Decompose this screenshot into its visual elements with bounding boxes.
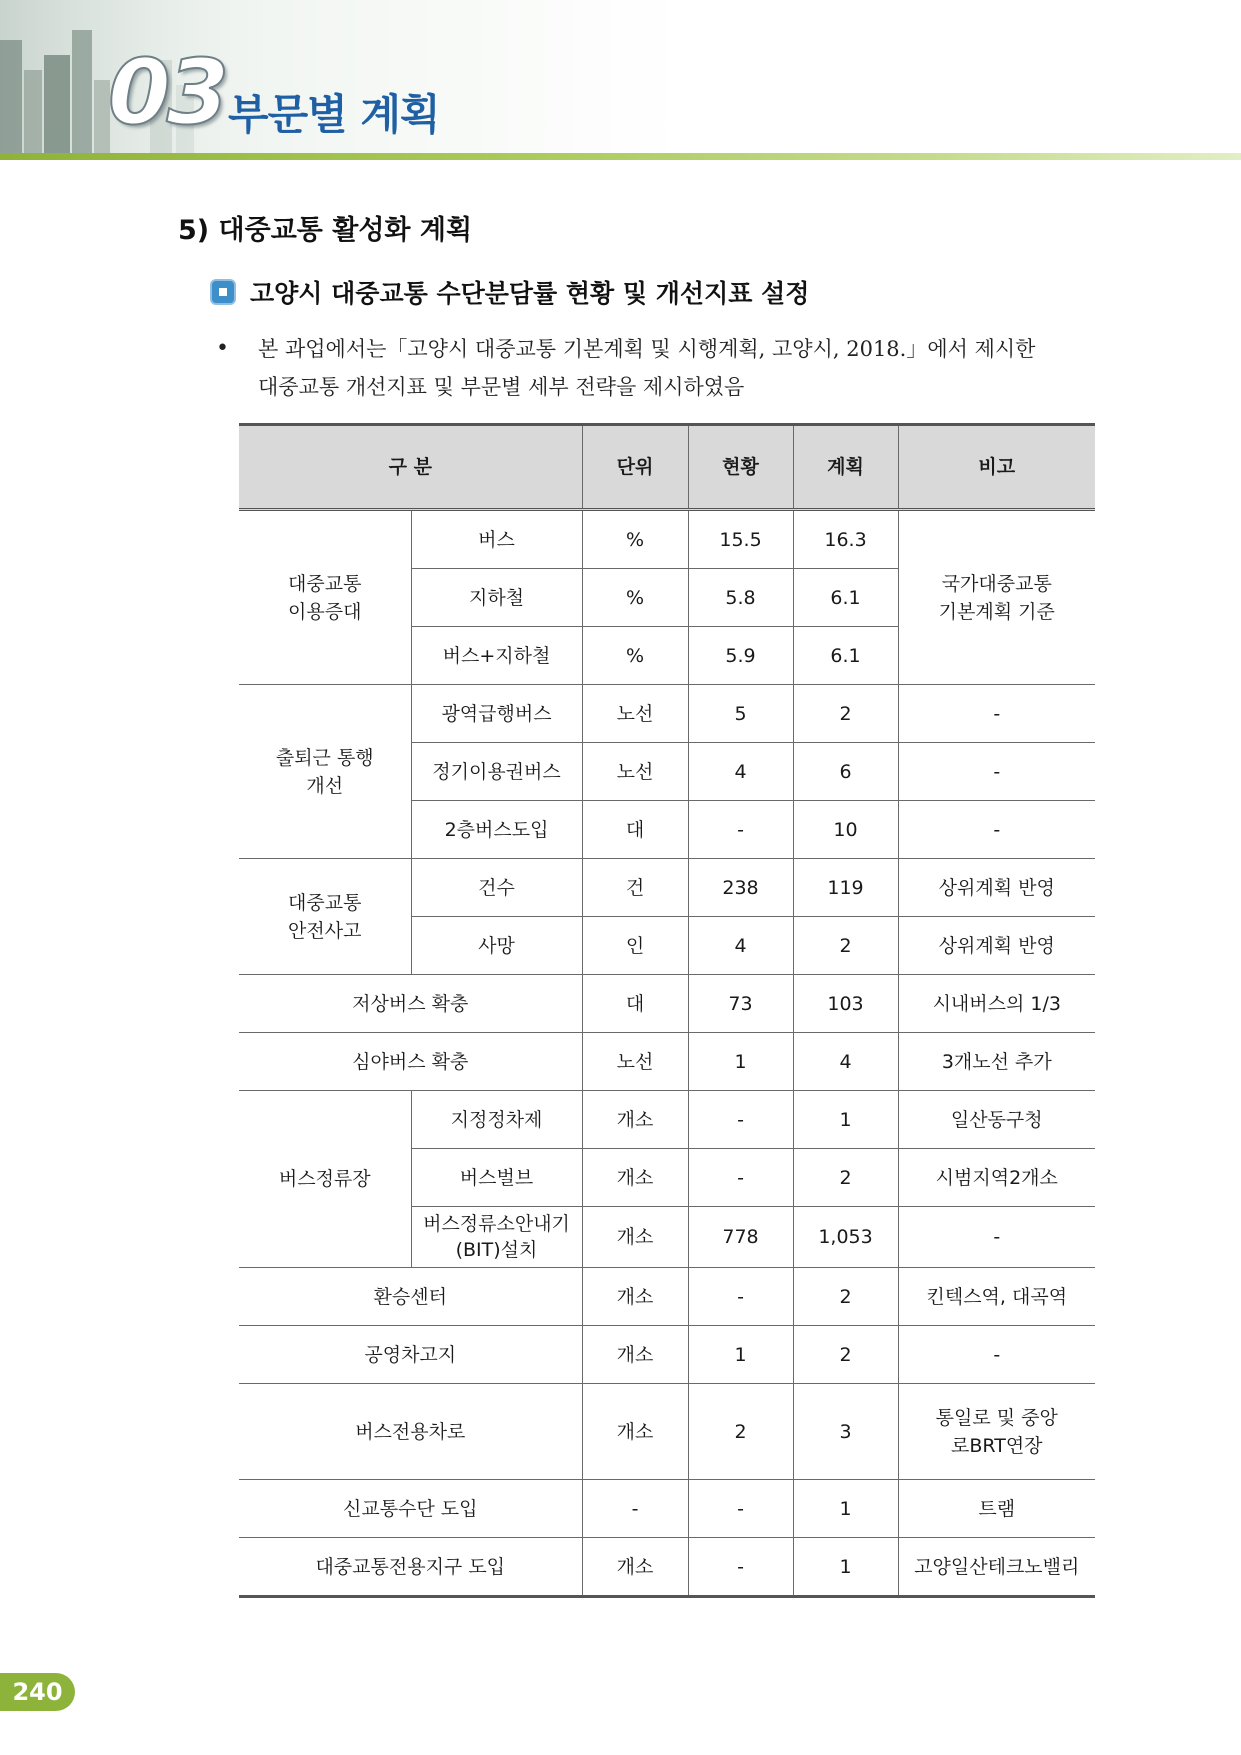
plan-cell: 1,053: [793, 1207, 898, 1268]
unit-cell: 건: [582, 859, 688, 917]
label-cell: 버스전용차로: [239, 1384, 582, 1480]
plan-cell: 1: [793, 1538, 898, 1597]
table-row: [239, 1384, 1095, 1480]
table-row: [239, 859, 1095, 917]
label-cell: 심야버스 확충: [239, 1033, 582, 1091]
chapter-banner: [0, 0, 1241, 165]
sub-cell: 정기이용권버스: [411, 743, 582, 801]
header-unit: 단위: [582, 425, 688, 510]
current-cell: 238: [688, 859, 793, 917]
note-cell: 일산동구청: [898, 1091, 1095, 1149]
note-cell: -: [898, 801, 1095, 859]
bullet-line-1: 본 과업에서는「고양시 대중교통 기본계획 및 시행계획, 고양시, 2018.」에서 제시한: [258, 337, 1036, 361]
unit-cell: %: [582, 569, 688, 627]
note-cell: 상위계획 반영: [898, 917, 1095, 975]
current-cell: 778: [688, 1207, 793, 1268]
transit-indicator-table: [239, 423, 1095, 1598]
table-header-row: [239, 425, 1095, 510]
current-cell: 1: [688, 1033, 793, 1091]
chapter-number: 03: [108, 40, 226, 145]
unit-cell: 개소: [582, 1207, 688, 1268]
current-cell: 4: [688, 743, 793, 801]
current-cell: 5: [688, 685, 793, 743]
sub-cell: 지정정차제: [411, 1091, 582, 1149]
label-cell: 대중교통전용지구 도입: [239, 1538, 582, 1597]
subsection-title: 고양시 대중교통 수단분담률 현황 및 개선지표 설정: [250, 279, 810, 308]
group-label: 대중교통 이용증대: [288, 572, 362, 623]
current-cell: 2: [688, 1384, 793, 1480]
plan-cell: 1: [793, 1091, 898, 1149]
note-cell: -: [898, 685, 1095, 743]
sub-cell: 2층버스도입: [411, 801, 582, 859]
table-row: [239, 1538, 1095, 1597]
current-cell: -: [688, 801, 793, 859]
group-cell: [239, 859, 411, 975]
note-cell: [898, 510, 1095, 685]
group-cell: [239, 685, 411, 859]
current-cell: 15.5: [688, 510, 793, 569]
table-row: [239, 1480, 1095, 1538]
note-cell: 시내버스의 1/3: [898, 975, 1095, 1033]
plan-cell: 1: [793, 1480, 898, 1538]
plan-cell: 2: [793, 1326, 898, 1384]
note-cell: 킨텍스역, 대곡역: [898, 1268, 1095, 1326]
sub-cell: 건수: [411, 859, 582, 917]
unit-cell: 대: [582, 801, 688, 859]
unit-cell: 개소: [582, 1149, 688, 1207]
current-cell: 73: [688, 975, 793, 1033]
unit-cell: 개소: [582, 1326, 688, 1384]
current-cell: -: [688, 1480, 793, 1538]
unit-cell: 노선: [582, 685, 688, 743]
plan-cell: 6: [793, 743, 898, 801]
current-cell: 5.8: [688, 569, 793, 627]
note-cell: -: [898, 743, 1095, 801]
unit-cell: 대: [582, 975, 688, 1033]
group-label: 출퇴근 통행 개선: [275, 746, 374, 797]
header-note: 비고: [898, 425, 1095, 510]
note-cell: [898, 1384, 1095, 1480]
plan-cell: 103: [793, 975, 898, 1033]
sub-cell: 지하철: [411, 569, 582, 627]
current-cell: 1: [688, 1326, 793, 1384]
note-cell: -: [898, 1326, 1095, 1384]
unit-cell: 개소: [582, 1384, 688, 1480]
unit-cell: %: [582, 627, 688, 685]
plan-cell: 2: [793, 1149, 898, 1207]
note-cell: 트램: [898, 1480, 1095, 1538]
sub-cell: 버스+지하철: [411, 627, 582, 685]
banner-divider: [0, 153, 1241, 160]
sub-cell: 버스벌브: [411, 1149, 582, 1207]
plan-cell: 2: [793, 685, 898, 743]
plan-cell: 6.1: [793, 627, 898, 685]
unit-cell: 개소: [582, 1268, 688, 1326]
table-row: [239, 1033, 1095, 1091]
label-cell: 저상버스 확충: [239, 975, 582, 1033]
label-cell: 신교통수단 도입: [239, 1480, 582, 1538]
current-cell: -: [688, 1091, 793, 1149]
plan-cell: 2: [793, 917, 898, 975]
unit-cell: %: [582, 510, 688, 569]
bullet-dot-icon: •: [216, 336, 229, 361]
current-cell: -: [688, 1538, 793, 1597]
note-cell: 3개노선 추가: [898, 1033, 1095, 1091]
table-row: [239, 1326, 1095, 1384]
plan-cell: 6.1: [793, 569, 898, 627]
sub-cell: [411, 1207, 582, 1268]
table-row: [239, 685, 1095, 743]
sub-cell: 사망: [411, 917, 582, 975]
current-cell: -: [688, 1268, 793, 1326]
table-row: [239, 975, 1095, 1033]
table-row: [239, 1268, 1095, 1326]
label-cell: 환승센터: [239, 1268, 582, 1326]
table-row: [239, 510, 1095, 569]
label-cell: 공영차고지: [239, 1326, 582, 1384]
unit-cell: 노선: [582, 1033, 688, 1091]
sub-label: 버스정류소안내기 (BIT)설치: [423, 1212, 570, 1261]
square-bullet-icon: [212, 281, 234, 303]
note-label: 국가대중교통 기본계획 기준: [938, 572, 1055, 623]
bullet-paragraph: [216, 330, 1108, 406]
header-current: 현황: [688, 425, 793, 510]
chapter-title: 부문별 계획: [228, 90, 440, 139]
note-cell: 시범지역2개소: [898, 1149, 1095, 1207]
group-cell: [239, 510, 411, 685]
plan-cell: 16.3: [793, 510, 898, 569]
unit-cell: 개소: [582, 1538, 688, 1597]
plan-cell: 3: [793, 1384, 898, 1480]
bullet-line-2: 대중교통 개선지표 및 부문별 세부 전략을 제시하였음: [258, 375, 745, 399]
header-plan: 계획: [793, 425, 898, 510]
table-row: [239, 1091, 1095, 1149]
plan-cell: 2: [793, 1268, 898, 1326]
plan-cell: 10: [793, 801, 898, 859]
note-cell: 고양일산테크노밸리: [898, 1538, 1095, 1597]
current-cell: -: [688, 1149, 793, 1207]
current-cell: 4: [688, 917, 793, 975]
note-cell: 상위계획 반영: [898, 859, 1095, 917]
unit-cell: 개소: [582, 1091, 688, 1149]
current-cell: 5.9: [688, 627, 793, 685]
group-label: 대중교통 안전사고: [288, 891, 362, 942]
plan-cell: 4: [793, 1033, 898, 1091]
unit-cell: 노선: [582, 743, 688, 801]
unit-cell: -: [582, 1480, 688, 1538]
unit-cell: 인: [582, 917, 688, 975]
subsection-heading: [212, 274, 809, 310]
sub-cell: 버스: [411, 510, 582, 569]
section-title: 5) 대중교통 활성화 계획: [178, 215, 473, 246]
note-cell: -: [898, 1207, 1095, 1268]
note-label: 통일로 및 중앙로BRT연장: [935, 1406, 1058, 1457]
sub-cell: 광역급행버스: [411, 685, 582, 743]
plan-cell: 119: [793, 859, 898, 917]
group-cell: 버스정류장: [239, 1091, 411, 1268]
page-number: 240: [0, 1673, 75, 1711]
header-category: 구 분: [239, 425, 582, 510]
